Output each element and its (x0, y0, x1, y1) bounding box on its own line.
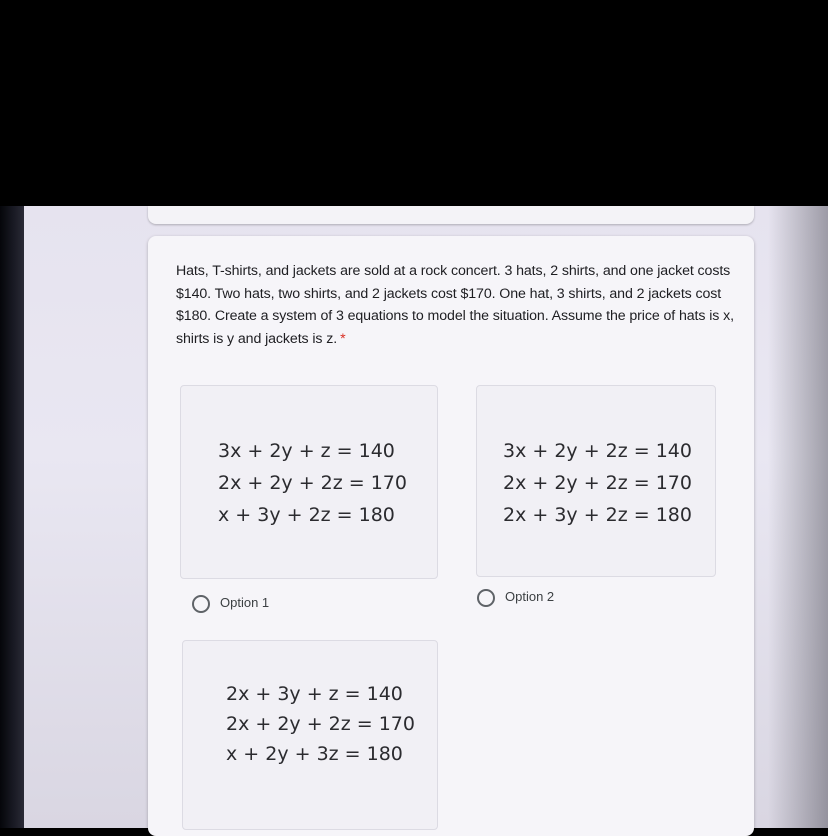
option-1-equations (218, 435, 407, 531)
option-2-equations (503, 435, 692, 531)
equation: 2x + 3y + z = 140 (226, 683, 403, 705)
option-1-radio[interactable] (192, 595, 210, 613)
screen-shadow (768, 206, 828, 828)
equation: 2x + 3y + 2z = 180 (503, 504, 692, 526)
required-marker: * (340, 330, 346, 347)
equation: x + 3y + 2z = 180 (218, 504, 395, 526)
equation: 2x + 2y + 2z = 170 (226, 713, 415, 735)
option-1-label[interactable]: Option 1 (220, 595, 270, 610)
equation: 2x + 2y + 2z = 170 (503, 472, 692, 494)
question-text (176, 260, 736, 350)
equation: 3x + 2y + z = 140 (218, 440, 395, 462)
option-2-label[interactable]: Option 2 (505, 589, 555, 604)
equation: x + 2y + 3z = 180 (226, 743, 403, 765)
option-3-equations (226, 679, 415, 769)
equation: 3x + 2y + 2z = 140 (503, 440, 692, 462)
question-body: Hats, T-shirts, and jackets are sold at a rock concert. 3 hats, 2 shirts, and one jacket costs $140. Two hats, two shirts, and 2 jackets cost $170. One hat, 3 shirts, and 2 jackets cost $180. Create a system of 3 equations to model the situation. Assume the price of hats is x, shirts is y and jackets is z. (176, 263, 734, 347)
equation: 2x + 2y + 2z = 170 (218, 472, 407, 494)
monitor-bezel (0, 206, 24, 828)
previous-question-card (148, 206, 754, 224)
option-2-radio[interactable] (477, 589, 495, 607)
